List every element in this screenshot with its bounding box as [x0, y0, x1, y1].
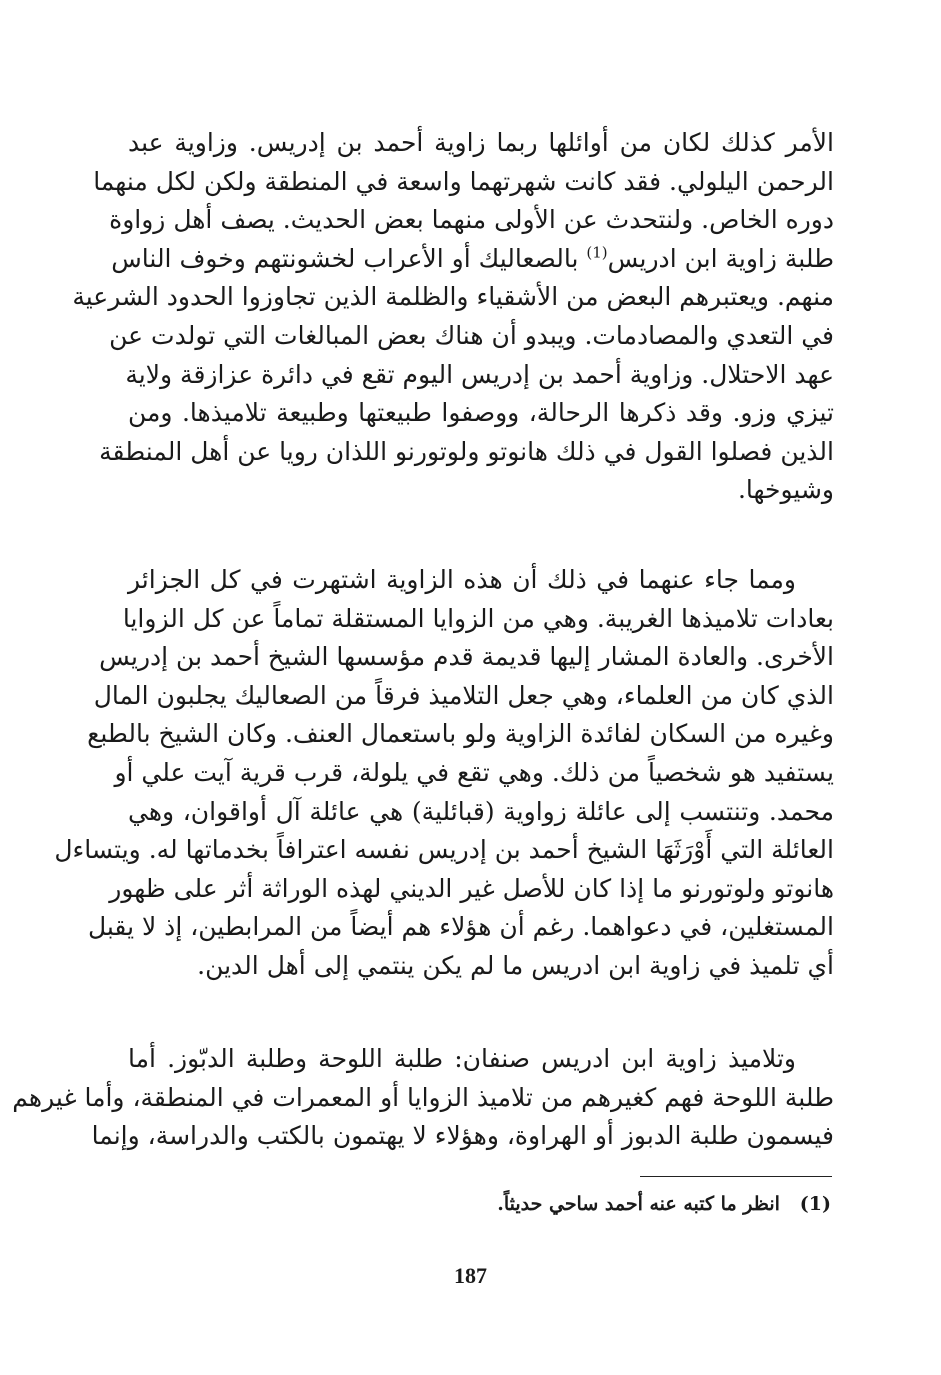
- page-number: 187: [454, 1263, 487, 1288]
- paragraph-line: وتلاميذ زاوية ابن ادريس صنفان: طلبة اللوحة وطلبة الدبّوز. أما: [128, 1044, 796, 1073]
- paragraph-line: بعادات تلاميذها الغريبة. وهي من الزوايا المستقلة تماماً عن كل الزوايا: [122, 603, 834, 633]
- paragraph-line: في التعدي والمصادمات. ويبدو أن هناك بعض المبالغات التي تولدت عن: [109, 320, 834, 350]
- paragraph-text: بالصعاليك أو الأعراب لخشونتهم وخوف الناس: [111, 243, 579, 273]
- paragraph-line: طلبة اللوحة فهم كغيرهم من تلاميذ الزوايا أو المعمرات في المنطقة، وأما غيرهم: [12, 1082, 834, 1112]
- paragraph-line: يستفيد هو شخصياً من ذلك. وهي تقع في يلولة، قرب قرية آيت علي أو: [114, 757, 834, 787]
- paragraph-line: وشيوخها.: [737, 475, 834, 505]
- footnote-marker: (1): [586, 243, 608, 262]
- paragraph-line: تيزي وزو. وقد ذكرها الرحالة، ووصفوا طبيعتها وطبيعة تلاميذها. ومن: [128, 398, 834, 428]
- footnote-text: انظر ما كتبه عنه أحمد ساحي حديثاً.: [497, 1193, 780, 1215]
- paragraph-line-with-footnote: [111, 240, 834, 279]
- paragraph-line: أي تلميذ في زاوية ابن ادريس ما لم يكن ينتمي إلى أهل الدين.: [197, 950, 834, 980]
- paragraph-line: هانوتو ولوتورنو ما إذا كان للأصل غير الديني لهذه الوراثة أثر على ظهور: [109, 873, 834, 903]
- paragraph-line: ومما جاء عنهما في ذلك أن هذه الزاوية اشتهرت في كل الجزائر: [128, 565, 796, 594]
- paragraph-2: [54, 561, 834, 986]
- paragraph-text: طلبة زاوية ابن ادريس: [607, 243, 834, 273]
- footnote-separator: [640, 1176, 832, 1177]
- paragraph-line: الأمر كذلك لكان من أوائلها ربما زاوية أحمد بن إدريس. وزاوية عبد: [128, 128, 834, 157]
- paragraph-line: المستغلين، في دعواهما. رغم أن هؤلاء هم أيضاً من المرابطين، إذ لا يقبل: [87, 912, 834, 942]
- paragraph-line: عهد الاحتلال. وزاوية أحمد بن إدريس اليوم تقع في دائرة عزازقة ولاية: [125, 359, 834, 389]
- paragraph-line: الأخرى. والعادة المشار إليها قديمة قدم مؤسسها الشيخ أحمد بن إدريس: [99, 642, 834, 672]
- paragraph-line: العائلة التي أَوْرَثَهَا الشيخ أحمد بن إدريس نفسه اعترافاً بخدماتها له. ويتساءل: [54, 835, 834, 865]
- paragraph-line: الرحمن اليلولي. فقد كانت شهرتهما واسعة في المنطقة ولكن لكل منهما: [93, 166, 834, 196]
- paragraph-line: الذي كان من العلماء، وهي جعل التلاميذ فرقاً من الصعاليك يجلبون المال: [93, 680, 834, 710]
- paragraph-3: [12, 1040, 834, 1156]
- footnote: [497, 1190, 831, 1218]
- paragraph-line: منهم. ويعتبرهم البعض من الأشقياء والظلمة الذين تجاوزوا الحدود الشرعية: [72, 282, 834, 312]
- paragraph-line: فيسمون طلبة الدبوز أو الهراوة، وهؤلاء لا يهتمون بالكتب والدراسة، وإنما: [91, 1121, 834, 1151]
- paragraph-line: دوره الخاص. ولنتحدث عن الأولى منهما بعض الحديث. يصف أهل زواوة: [109, 205, 834, 235]
- footnote-number: (1): [799, 1193, 831, 1215]
- paragraph-1: [72, 124, 834, 510]
- paragraph-line: وغيره من السكان لفائدة الزاوية ولو باستعمال العنف. وكان الشيخ بالطبع: [87, 719, 834, 749]
- paragraph-line: الذين فصلوا القول في ذلك هانوتو ولوتورنو اللذان رويا عن أهل المنطقة: [99, 436, 834, 466]
- paragraph-line: محمد. وتنتسب إلى عائلة زواوية (قبائلية) هي عائلة آل أواقوان، وهي: [128, 796, 834, 826]
